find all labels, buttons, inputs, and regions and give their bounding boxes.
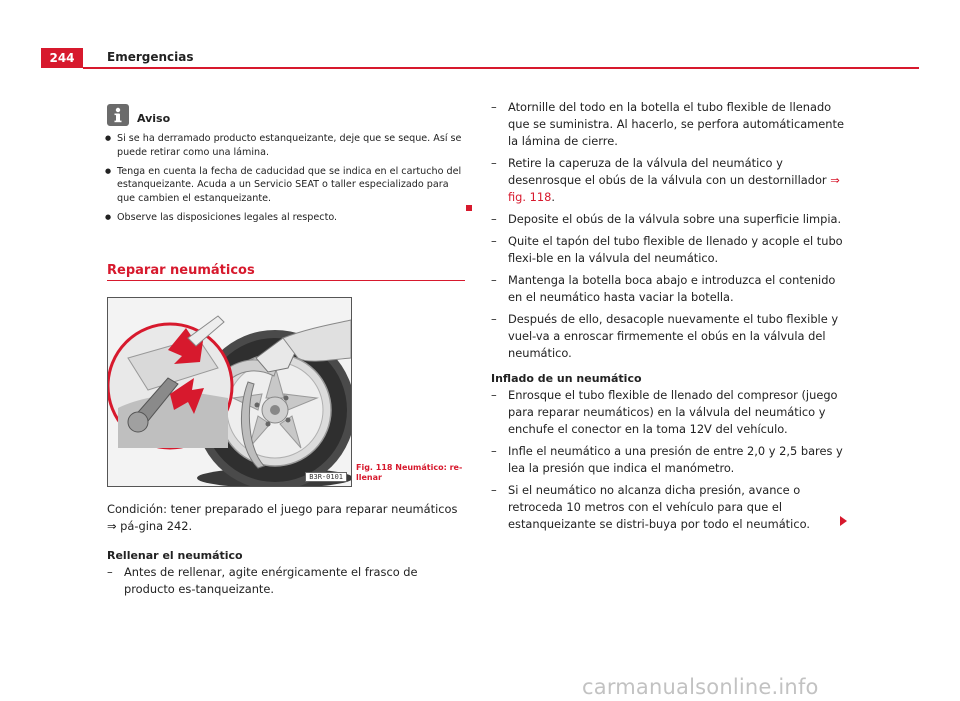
list-item: – Infle el neumático a una presión de entre 2,0 y 2,5 bares y lea la presión que indica el manómetro. [491,443,851,477]
refill-heading: Rellenar el neumático [107,548,243,562]
figure-caption: Fig. 118 Neumático: re-llenar [356,462,463,482]
section-rule [107,280,465,281]
refill-steps-continued [491,99,851,362]
step-text-end: . [551,190,556,204]
refill-steps [107,564,465,598]
list-item: – Después de ello, desacople nuevamente el tubo flexible y vuel-va a enroscar firmemente el obús en la válvula del neumático. [491,311,851,362]
list-item [491,482,851,533]
continue-arrow-icon [840,516,847,526]
section-end-marker [466,205,472,211]
list-item [491,155,851,206]
figure-code: B3R-0101 [305,472,347,482]
condition-paragraph: Condición: tener preparado el juego para reparar neumáticos ⇒ pá-gina 242. [107,501,458,533]
page-number: 244 [41,48,83,68]
right-column [491,99,851,538]
list-item: – Quite el tapón del tubo flexible de llenado y acople el tubo flexi-ble en la válvula del neumático. [491,233,851,267]
notice-title: Aviso [137,112,171,125]
list-item: – Atornille del todo en la botella el tubo flexible de llenado que se suministra. Al hacerlo, se perfora automáticamente la lámina de cierre. [491,99,851,150]
step-text: Si el neumático no alcanza dicha presión, avance o retroceda 10 metros con el vehículo para que el estanqueizante se distri-buya por todo el neumático. [508,483,810,531]
notice-item: ● Si se ha derramado producto estanqueizante, deje que se seque. Así se puede retirar como una lámina. [105,132,465,160]
notice-item: ● Tenga en cuenta la fecha de caducidad que se indica en el cartucho del estanqueizante. Acuda a un Servicio SEAT o taller especializado para que cambien el estanqueizante. [105,165,465,206]
figure [107,297,465,487]
header-rule [83,67,919,69]
section-title: Reparar neumáticos [107,262,255,278]
list-item: – Mantenga la botella boca abajo e introduzca el contenido en el neumático hasta vaciar la botella. [491,272,851,306]
notice-item: ● Observe las disposiciones legales al respecto. [105,211,465,225]
info-icon [107,104,129,126]
figure-link[interactable]: ⇒ fig. 118 [508,173,840,204]
notice-box [107,100,465,225]
tire-illustration [107,297,352,487]
left-column [107,100,465,603]
step-text: Retire la caperuza de la válvula del neumático y desenrosque el obús de la válvula con un destornillador [508,156,831,187]
list-item: – Deposite el obús de la válvula sobre una superficie limpia. [491,211,851,228]
inflate-steps [491,387,851,533]
list-item: – Enrosque el tubo flexible de llenado del compresor (juego para reparar neumáticos) en la válvula del neumático y enchufe el conector en la toma 12V del vehículo. [491,387,851,438]
chapter-title: Emergencias [107,50,194,64]
notice-list [105,132,465,225]
list-item: – Antes de rellenar, agite enérgicamente el frasco de producto es-tanqueizante. [107,564,465,598]
watermark: carmanualsonline.info [582,675,819,699]
notice-header [107,100,465,126]
inflate-heading: Inflado de un neumático [491,372,642,385]
